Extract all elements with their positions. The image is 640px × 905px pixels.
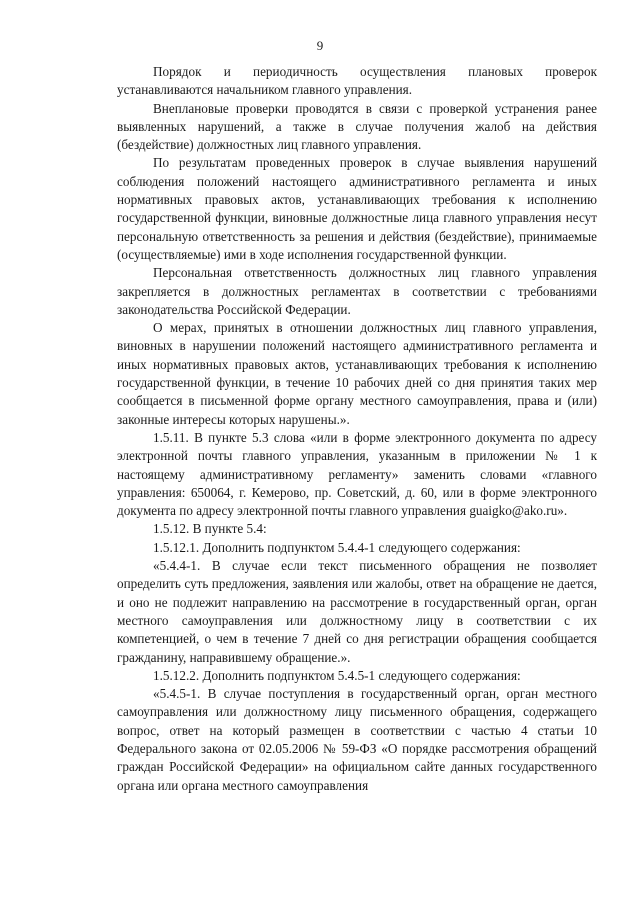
page-number: 9	[316, 38, 324, 53]
paragraph-unscheduled-inspections: Внеплановые проверки проводятся в связи с проверкой устранения ранее выявленных нарушений, а также в случае получения жалоб на действия (бездействие) должностных лиц главного управления.	[117, 100, 597, 153]
paragraph-1-5-12-1: 1.5.12.1. Дополнить подпунктом 5.4.4-1 следующего содержания:	[153, 539, 521, 555]
paragraph-5-4-4-1: «5.4.4-1. В случае если текст письменного обращения не позволяет определить суть предложения, заявления или жалобы, ответ на обращение не дается, и оно не подлежит направлению на рассмотрение в государственный орган, орган местного самоуправления или должностному лицу в соответствии с их компетенцией, о чем в течение 7 дней со дня регистрации обращения сообщается гражданину, направившему обращение.».	[117, 558, 597, 665]
paragraph-1-5-12: 1.5.12. В пункте 5.4:	[153, 521, 267, 537]
paragraph-personal-responsibility: Персональная ответственность должностных лиц главного управления закрепляется в должностных регламентах в соответствии с требованиями законодательства Российской Федерации.	[117, 265, 597, 317]
paragraph-planned-inspections: Порядок и периодичность осуществления плановых проверок устанавливаются начальником главного управления.	[117, 64, 597, 98]
paragraph-measures-taken: О мерах, принятых в отношении должностных лиц главного управления, виновных в нарушении положений настоящего административного регламента и иных нормативных правовых актов, устанавливающих требования к исполнению государственной функции, в течение 10 рабочих дней со дня принятия таких мер сообщается в письменной форме органу местного самоуправления, права и (или) законные интересы которых нарушены.».	[117, 320, 597, 427]
paragraph-1-5-12-2: 1.5.12.2. Дополнить подпунктом 5.4.5-1 следующего содержания:	[153, 667, 521, 683]
paragraph-5-4-5-1: «5.4.5-1. В случае поступления в государственный орган, орган местного самоуправления или должностному лицу письменного обращения, содержащего вопрос, ответ на который размещен в соответствии с частью 4 статьи 10 Федерального закона от 02.05.2006 № 59-ФЗ «О порядке рассмотрения обращений граждан Российской Федерации» на официальном сайте данных государственного органа или органа местного самоуправления	[117, 686, 597, 793]
paragraph-1-5-11: 1.5.11. В пункте 5.3 слова «или в форме электронного документа по адресу электронной почты главного управления, указанным в приложении № 1 к настоящему административному регламенту» заменить словами «главного управления: 650064, г. Кемерово, пр. Советский, д. 60, или в форме электронного документа по адресу электронной почты главного управления guaigko@ako.ru».	[117, 429, 597, 519]
paragraph-inspection-results: По результатам проведенных проверок в случае выявления нарушений соблюдения положений настоящего административного регламента и иных нормативных правовых актов, устанавливающих требования к исполнению государственной функции, виновные должностные лица главного управления несут персональную ответственность за решения и действия (бездействие), принимаемые (осуществляемые) ими в ходе исполнения государственной функции.	[117, 155, 597, 262]
document-body	[117, 63, 597, 795]
